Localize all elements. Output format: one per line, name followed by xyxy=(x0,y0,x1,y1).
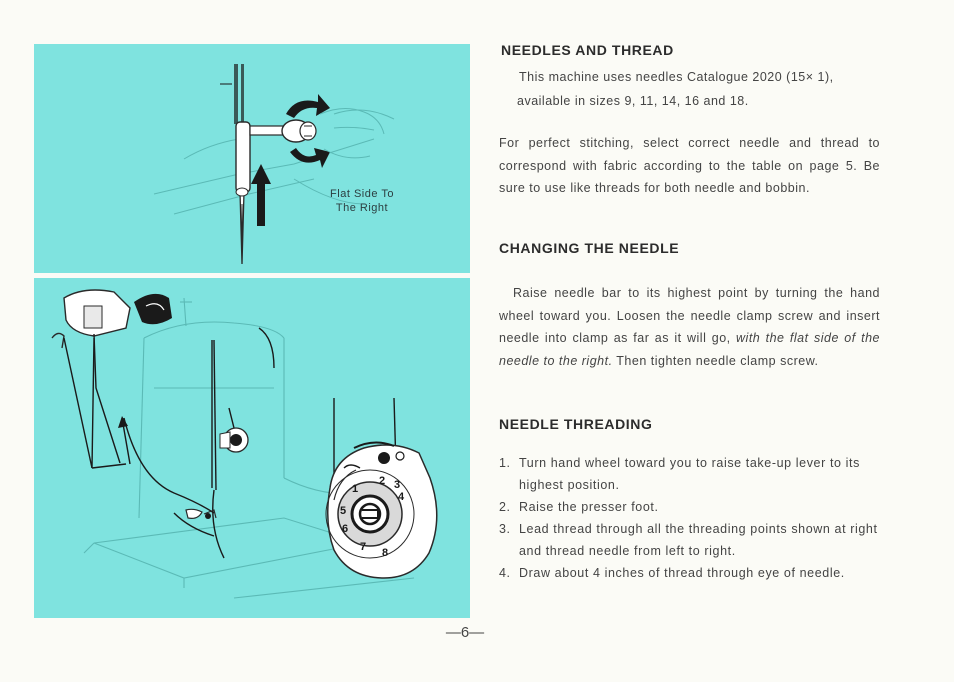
dial-number-3: 3 xyxy=(394,479,401,491)
needle-insertion-illustration xyxy=(34,44,470,273)
changing-text-italic: with the flat side of the needle to the right. xyxy=(499,331,880,368)
figure-caption xyxy=(302,187,422,215)
dial-number-7: 7 xyxy=(360,541,367,553)
needle-and-foot xyxy=(186,509,216,519)
dial-number-2: 2 xyxy=(379,475,386,487)
step-number: 4. xyxy=(499,566,511,580)
dial-number-4: 4 xyxy=(398,491,405,503)
step-text: Lead thread through all the threading points shown at right and thread needle from left to right. xyxy=(519,522,878,558)
heading-changing-the-needle: CHANGING THE NEEDLE xyxy=(499,240,680,256)
large-tension-dial xyxy=(326,398,437,578)
threading-step xyxy=(499,496,881,518)
dial-number-8: 8 xyxy=(382,547,389,559)
hand-sketch xyxy=(320,108,384,157)
threading-steps xyxy=(499,452,881,584)
needles-para-2: For perfect stitching, select correct needle and thread to correspond with fabric according to the table on page 5. Be sure to use like threads for both needle and bobbin. xyxy=(499,136,880,195)
step-number: 3. xyxy=(499,522,511,536)
heading-needle-threading: NEEDLE THREADING xyxy=(499,416,653,432)
take-up-lever xyxy=(52,290,172,348)
thread-arrow-icon xyxy=(118,416,128,428)
step-number: 2. xyxy=(499,500,511,514)
needle-clamp-drawing xyxy=(34,44,470,273)
dial-number-6: 6 xyxy=(342,523,349,535)
threading-path-drawing xyxy=(34,278,470,618)
heading-needles-and-thread: NEEDLES AND THREAD xyxy=(501,42,674,58)
small-tension-dial xyxy=(220,428,248,452)
dial-number-1: 1 xyxy=(352,483,359,495)
changing-text-1: Raise needle bar to its highest point by turning the hand wheel toward you. Loosen the needle clamp screw and insert needle into clamp as far as it will go, xyxy=(499,286,880,345)
caption-line-1: Flat Side To xyxy=(330,188,394,200)
changing-text-2: Then tighten needle clamp screw. xyxy=(612,353,819,368)
dial-number-5: 5 xyxy=(340,505,347,517)
needle-bar xyxy=(220,64,244,124)
threading-step xyxy=(499,452,881,496)
changing-needle-paragraph xyxy=(499,282,880,372)
threading-step xyxy=(499,562,881,584)
step-text: Raise the presser foot. xyxy=(519,500,659,514)
step-text: Draw about 4 inches of thread through eye of needle. xyxy=(519,566,845,580)
caption-line-2: The Right xyxy=(335,202,389,214)
needles-para-1-line-2: available in sizes 9, 11, 14, 16 and 18. xyxy=(517,94,749,108)
page-number: —6— xyxy=(445,624,485,641)
threading-illustration xyxy=(34,278,470,618)
step-number: 1. xyxy=(499,456,511,470)
threading-step xyxy=(499,518,881,562)
up-arrow-icon xyxy=(251,164,271,226)
clamp-screw xyxy=(250,120,316,142)
step-text: Turn hand wheel toward you to raise take-up lever to its highest position. xyxy=(519,456,860,492)
needles-para-1-line-1: This machine uses needles Catalogue 2020 (15× 1), xyxy=(519,70,834,84)
needle-clamp xyxy=(236,122,250,264)
